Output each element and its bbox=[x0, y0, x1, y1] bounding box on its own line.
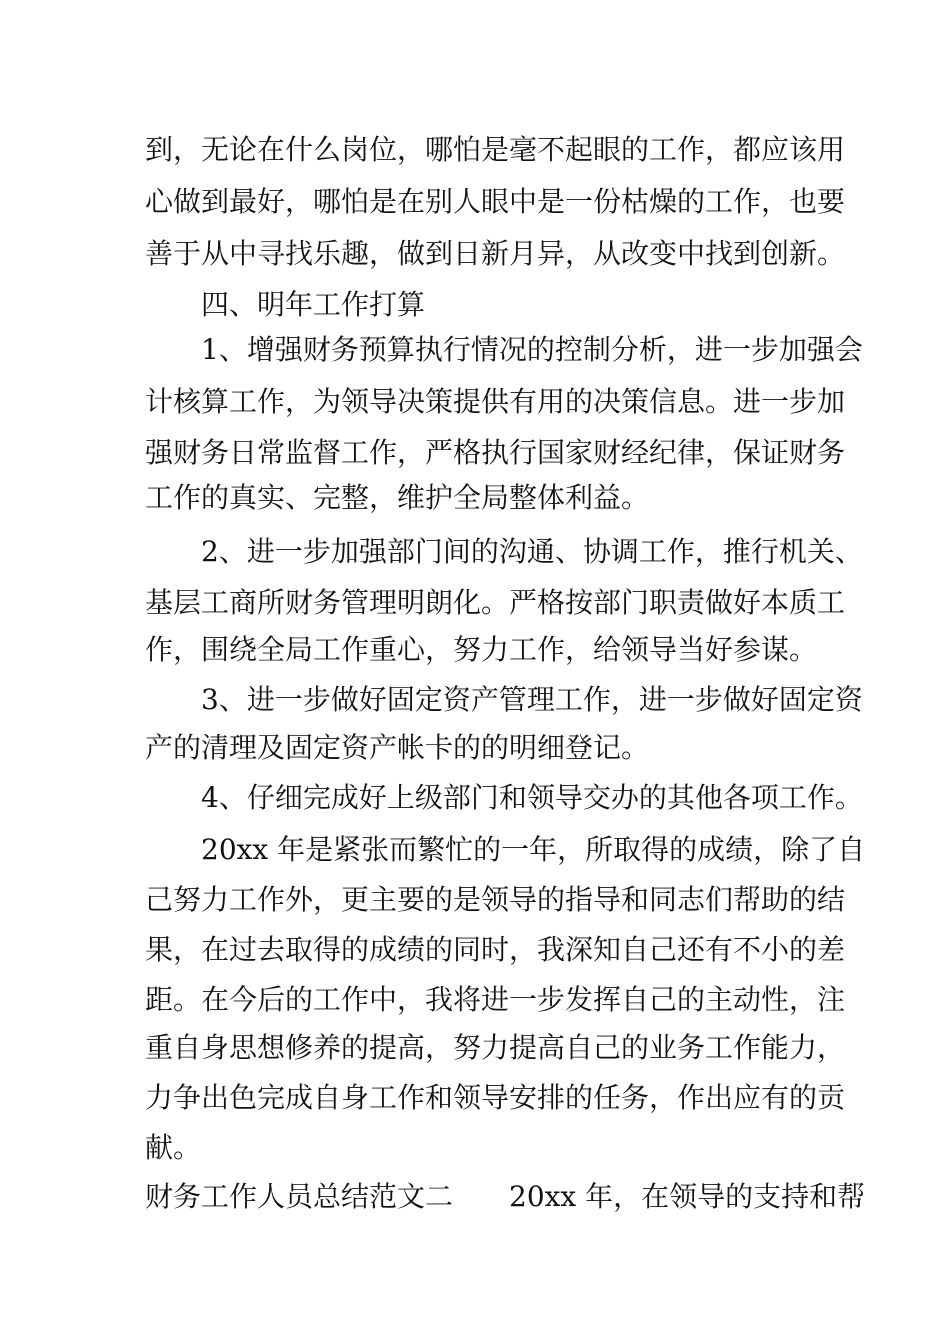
text-line: 己努力工作外，更主要的是领导的指导和同志们帮助的结 bbox=[145, 883, 846, 916]
text-line: 4、仔细完成好上级部门和领导交办的其他各项工作。 bbox=[145, 781, 863, 814]
text-line: 果，在过去取得的成绩的同时，我深知自己还有不小的差 bbox=[145, 933, 846, 966]
text-line: 献。 bbox=[145, 1131, 202, 1164]
text-line: 力争出色完成自身工作和领导安排的任务，作出应有的贡 bbox=[145, 1081, 846, 1114]
text-line: 重自身思想修养的提高，努力提高自己的业务工作能力， bbox=[145, 1031, 846, 1064]
text-line: 产的清理及固定资产帐卡的的明细登记。 bbox=[145, 731, 650, 764]
section-heading: 四、明年工作打算 bbox=[145, 288, 426, 321]
text-line: 1、增强财务预算执行情况的控制分析，进一步加强会 bbox=[145, 333, 863, 366]
text-line: 财务工作人员总结范文二 20xx 年，在领导的支持和帮 bbox=[145, 1180, 866, 1213]
text-line: 作，围绕全局工作重心，努力工作，给领导当好参谋。 bbox=[145, 633, 818, 666]
text-line: 心做到最好，哪怕是在别人眼中是一份枯燥的工作，也要 bbox=[145, 185, 846, 218]
text-line: 工作的真实、完整，维护全局整体利益。 bbox=[145, 481, 650, 514]
text-line: 计核算工作，为领导决策提供有用的决策信息。进一步加 bbox=[145, 385, 846, 418]
text-line: 2、进一步加强部门间的沟通、协调工作，推行机关、 bbox=[145, 535, 863, 568]
text-line: 到，无论在什么岗位，哪怕是毫不起眼的工作，都应该用 bbox=[145, 133, 846, 166]
text-line: 20xx 年是紧张而繁忙的一年，所取得的成绩，除了自 bbox=[145, 833, 866, 866]
text-line: 强财务日常监督工作，严格执行国家财经纪律，保证财务 bbox=[145, 436, 846, 469]
text-line: 基层工商所财务管理明朗化。严格按部门职责做好本质工 bbox=[145, 586, 846, 619]
text-line: 善于从中寻找乐趣，做到日新月异，从改变中找到创新。 bbox=[145, 237, 846, 270]
text-line: 距。在今后的工作中，我将进一步发挥自己的主动性，注 bbox=[145, 983, 846, 1016]
text-line: 3、进一步做好固定资产管理工作，进一步做好固定资 bbox=[145, 683, 863, 716]
